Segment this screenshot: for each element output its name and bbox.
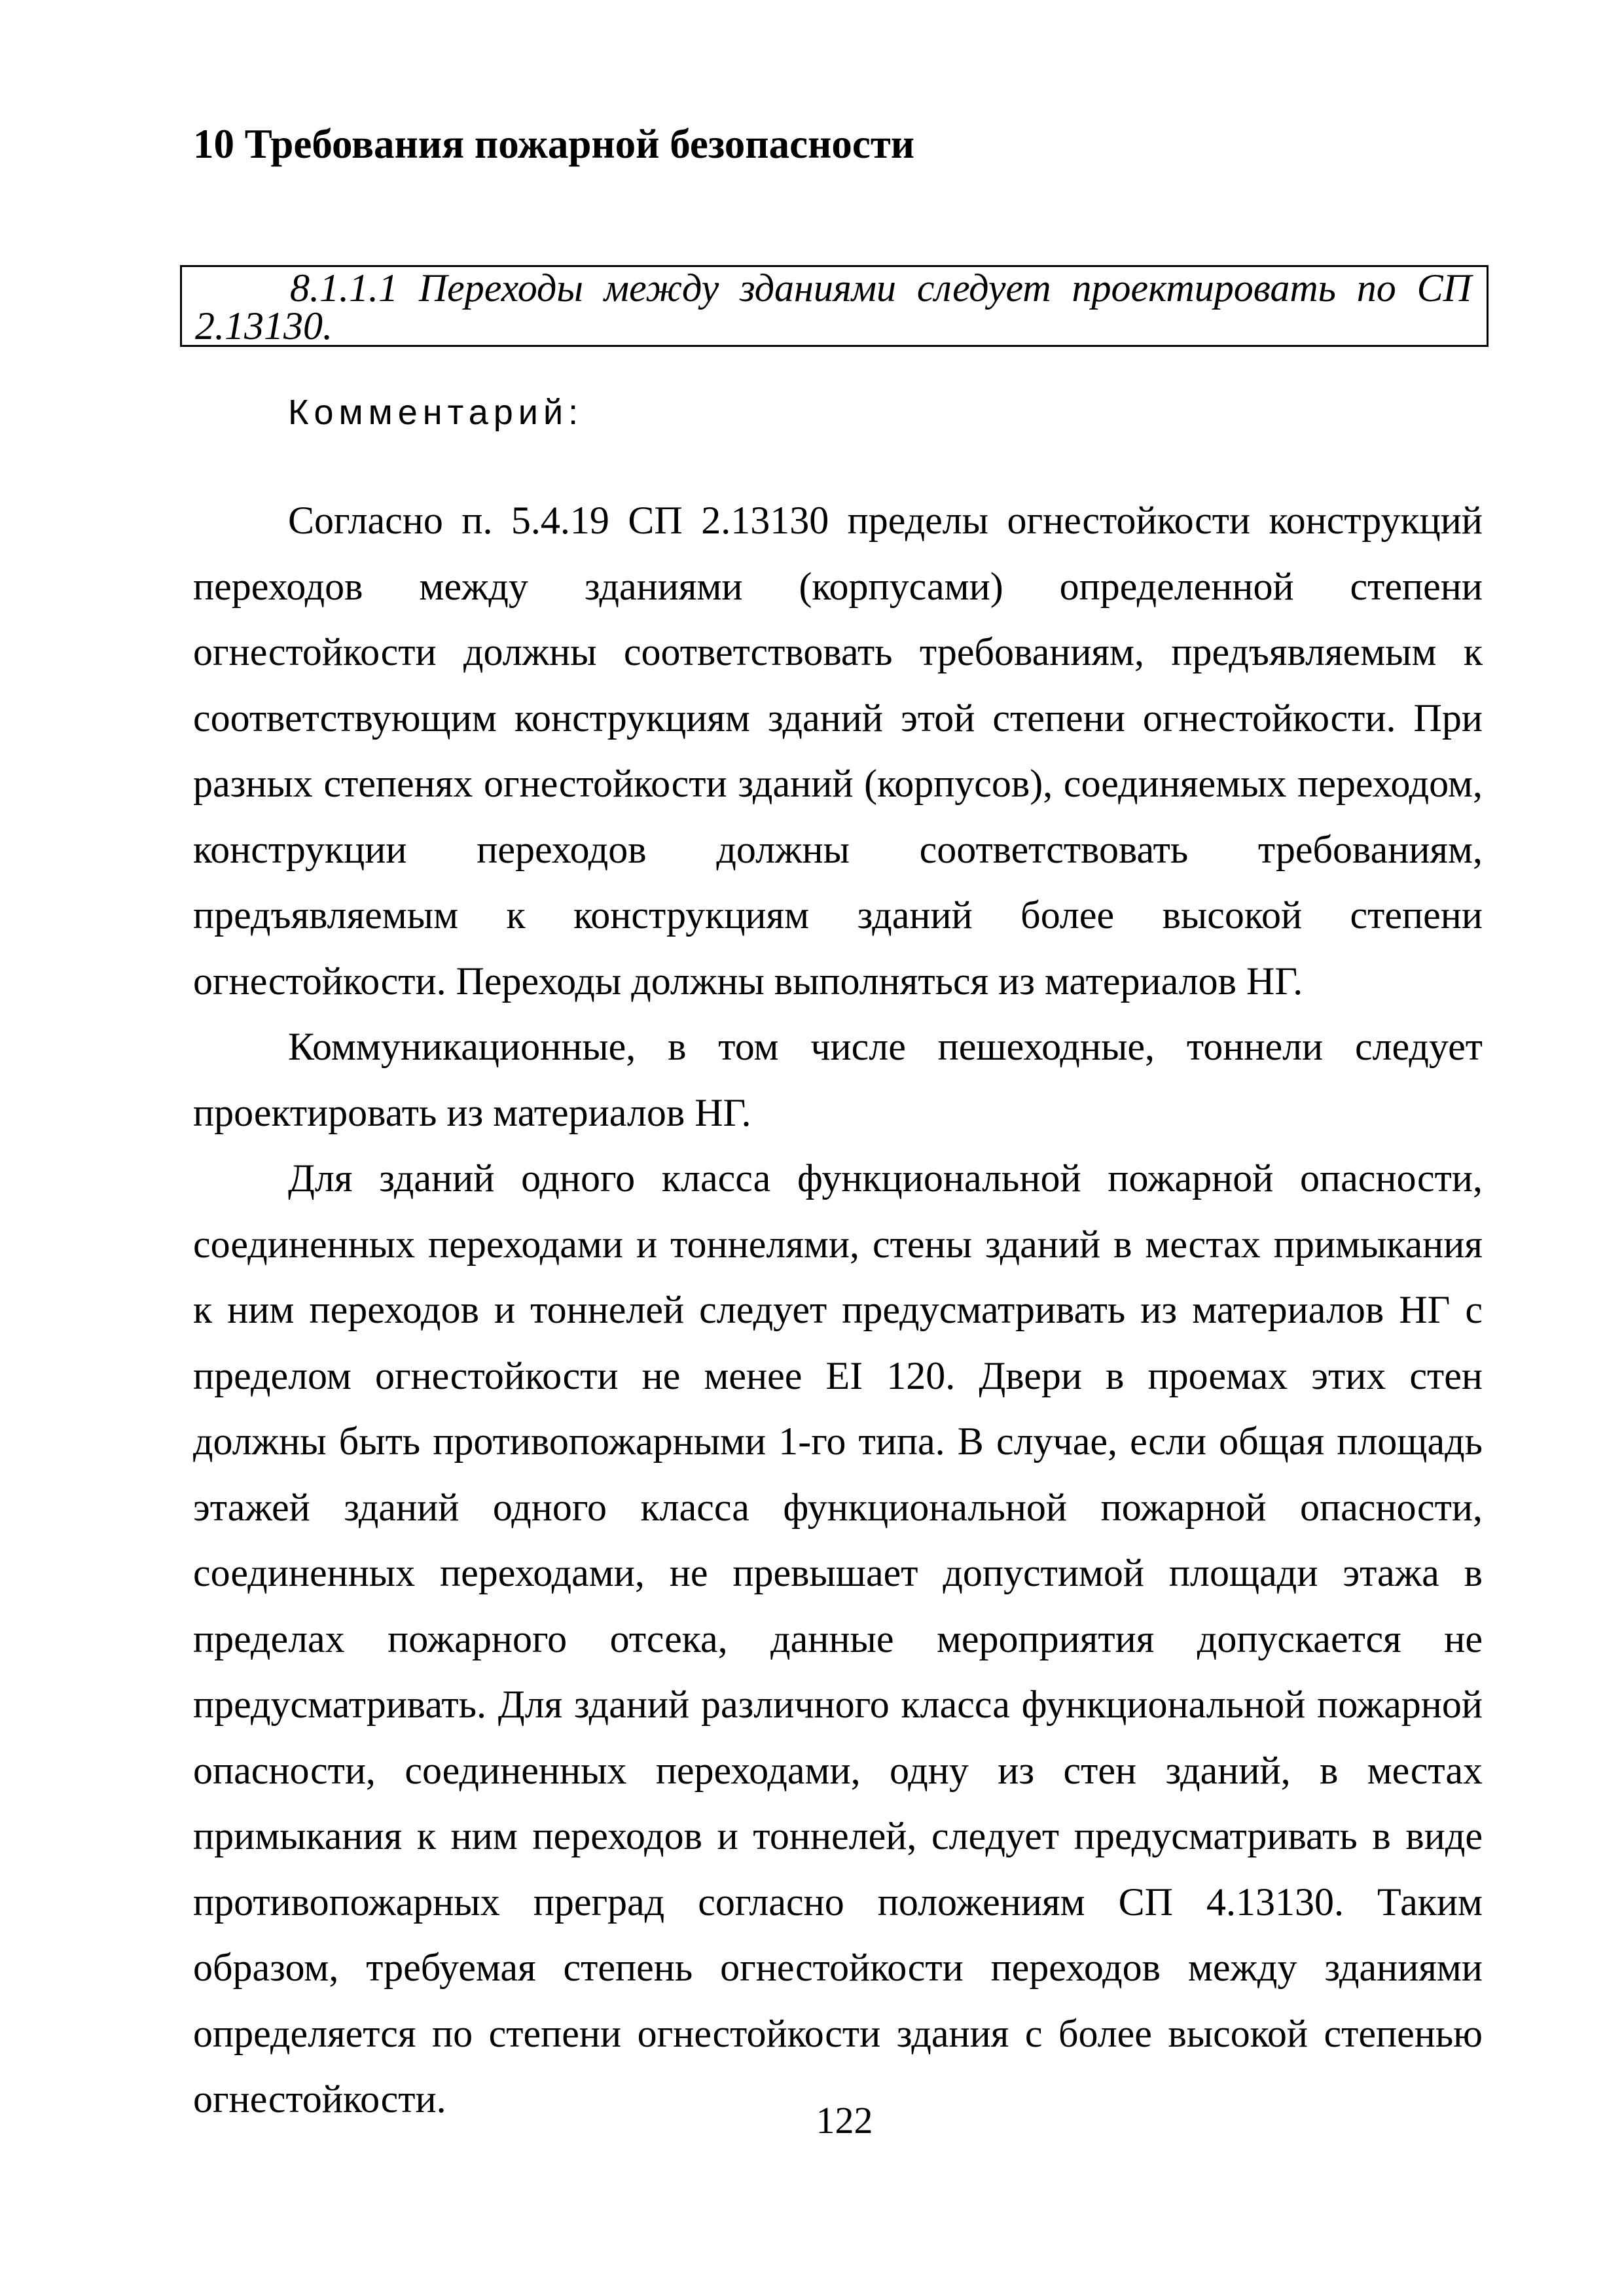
- clause-text: 8.1.1.1 Переходы между зданиями следует проектировать по СП 2.13130.: [195, 266, 1471, 348]
- paragraph-2: Коммуникационные, в том числе пешеходные, тоннели следует проектировать из материалов НГ.: [193, 1025, 1483, 1134]
- comment-body: [193, 488, 1483, 2132]
- comment-label: Комментарий:: [288, 393, 584, 432]
- page-number: 122: [816, 2099, 873, 2142]
- paragraph-3: Для зданий одного класса функциональной пожарной опасности, соединенных переходами и тоннелями, стены зданий в местах примыкания к ним переходов и тоннелей следует предусматривать из материалов НГ с пределом огнестойкости не менее EI 120. Двери в проемах этих стен должны быть противопожарными 1-го типа. В случае, если общая площадь этажей зданий одного класса функциональной пожарной опасности, соединенных переходами, не превышает допустимой площади этажа в пределах пожарного отсека, данные мероприятия допускается не предусматривать. Для зданий различного класса функциональной пожарной опасности, соединенных переходами, одну из стен зданий, в местах примыкания к ним переходов и тоннелей, следует предусматривать в виде противопожарных преград согласно положениям СП 4.13130. Таким образом, требуемая степень огнестойкости переходов между зданиями определяется по степени огнестойкости здания с более высокой степенью огнестойкости.: [193, 1157, 1483, 2121]
- section-heading: 10 Требования пожарной безопасности: [193, 121, 915, 167]
- clause-box: [180, 265, 1489, 347]
- paragraph-1: Согласно п. 5.4.19 СП 2.13130 пределы огнестойкости конструкций переходов между зданиями (корпусами) определенной степени огнестойкости должны соответствовать требованиям, предъявляемым к соответствующим конструкциям зданий этой степени огнестойкости. При разных степенях огнестойкости зданий (корпусов), соединяемых переходом, конструкции переходов должны соответствовать требованиям, предъявляемым к конструкциям зданий более высокой степени огнестойкости. Переходы должны выполняться из материалов НГ.: [193, 499, 1483, 1003]
